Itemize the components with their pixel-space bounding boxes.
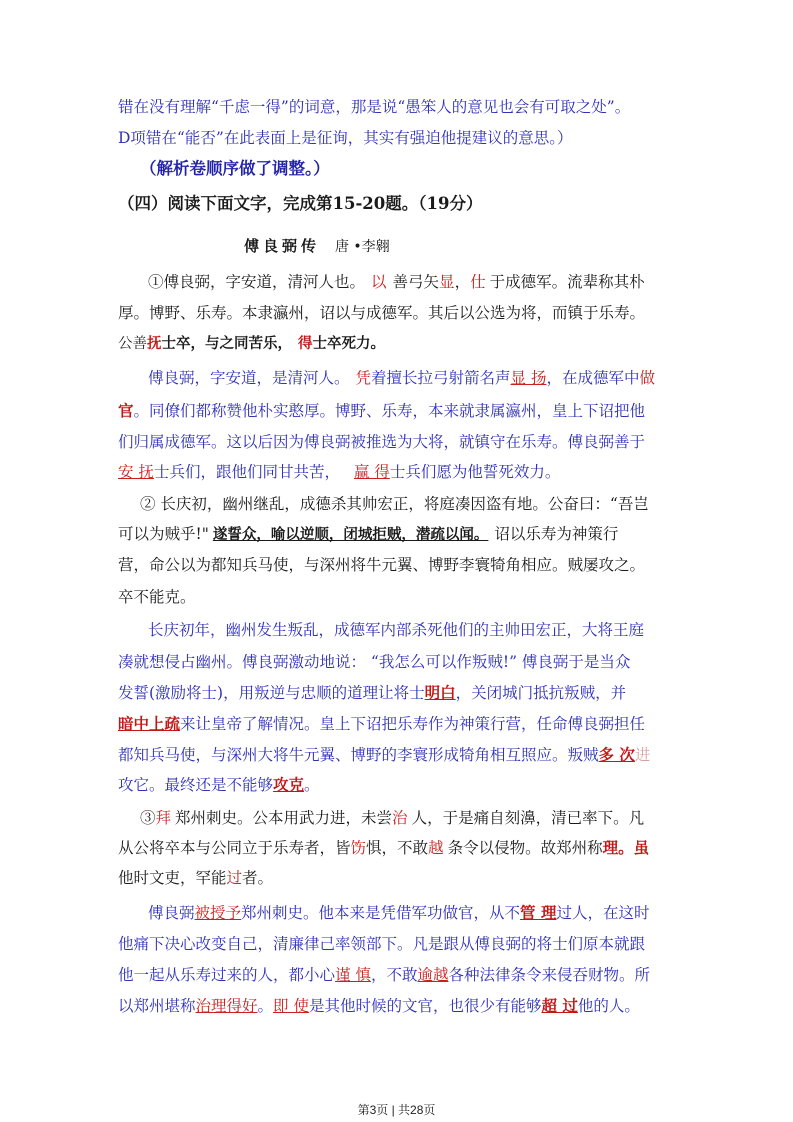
p3-line-1: ③拜 郑州刺史。公本用武力进，未尝治 人，于是痛自刻濞，清已率下。凡: [140, 809, 645, 827]
t1-line-3: 们归属成德军。这以后因为傅良弼被推选为大将，就镇守在乐寿。傅良弼善于: [118, 433, 646, 451]
t1-line-2: 官。同僚们都称赞他朴实憨厚。博野、乐寿，本来就隶属瀛州，皇上下诏把他: [118, 401, 646, 420]
answer-explanation-line-1: 错在没有理解“千虑一得”的词意，那是说“愚笨人的意见也会有可取之处”。: [118, 98, 631, 116]
p3-line-2: 从公将卒本与公同立于乐寿者，皆饬惧，不敢越 条令以侵物。故郑州称理。虽: [118, 838, 650, 857]
t2-line-1: 长庆初年，幽州发生叛乱，成德军内部杀死他们的主帅田宏正，大将王庭: [148, 621, 645, 639]
t2-line-2: 凑就想侵占幽州。傅良弼激动地说： “我怎么可以作叛贼!” 傅良弼于是当众: [118, 653, 631, 671]
p1-line-3: 公善抚士卒，与之同苦乐， 得士卒死力。: [118, 335, 385, 352]
passage-author: 唐 •李翱: [334, 239, 390, 255]
p2-line-2: 可以为贼乎!" 遂誓众，喻以逆顺，闭城拒贼，潜疏以闻。 诏以乐寿为神策行: [118, 525, 619, 543]
t3-line-2: 他痛下决心改变自己，清廉律己率领部下。凡是跟从傅良弼的将士们原本就跟: [118, 935, 646, 953]
t3-line-1: 傅良弼被授予郑州刺史。他本来是凭借军功做官，从不管 理过人，在这时: [148, 903, 650, 922]
p2-line-3: 营，命公以为都知兵马使，与深州将牛元翼、博野李寰犄角相应。贼屡攻之。: [118, 556, 646, 574]
t2-line-3: 发誓(激励将士)，用叛逆与忠顺的道理让将士明白，关闭城门抵抗叛贼，并: [118, 683, 627, 702]
p2-line-1: ② 长庆初，幽州继乱，成德杀其帅宏正，将庭凑因盗有地。公奋曰：“吾岂: [140, 495, 649, 513]
p1-line-2: 厚。博野、乐寿。本隶瀛州，诏以与成德军。其后以公选为将，而镇于乐寿。: [118, 304, 646, 322]
t2-line-4: 暗中上疏来让皇帝了解情况。皇上下诏把乐寿作为神策行营，任命傅良弼担任: [118, 714, 646, 733]
t1-line-1: 傅良弼，字安道，是清河人。 凭着擅长拉弓射箭名声显 扬，在成德军中做: [148, 369, 656, 387]
p1-line-1: ①傅良弼，字安道，清河人也。 以 善弓矢显，仕 于成德军。流辈称其朴: [148, 273, 645, 291]
section-heading: （四）阅读下面文字，完成第15-20题。（19分）: [118, 194, 483, 213]
passage-title: 傅良弼传: [244, 237, 321, 255]
page-footer: 第3页 | 共28页: [357, 1103, 436, 1117]
t3-line-4: 以郑州堪称治理得好。即 使是其他时候的文官，也很少有能够超 过他的人。: [118, 996, 640, 1015]
t2-line-6: 攻它。最终还是不能够攻克。: [118, 775, 320, 794]
answer-explanation-line-2: D项错在“能否”在此表面上是征询，其实有强迫他提建议的意思。）: [118, 129, 573, 147]
note-line: （解析卷顺序做了调整。）: [140, 159, 330, 178]
p3-line-3: 他时文吏，罕能过者。: [118, 869, 274, 887]
t2-line-5: 都知兵马使，与深州大将牛元翼、博野的李寰形成犄角相互照应。叛贼多 次进: [118, 745, 651, 764]
t3-line-3: 他一起从乐寿过来的人，都小心谨 慎，不敢逾越各种法律条令来侵吞财物。所: [118, 966, 650, 984]
passage-title-row: [244, 236, 390, 257]
t1-line-4: 安 抚士兵们，跟他们同甘共苦， 赢 得士兵们愿为他誓死效力。: [118, 463, 561, 481]
p2-line-4: 卒不能克。: [118, 588, 196, 606]
